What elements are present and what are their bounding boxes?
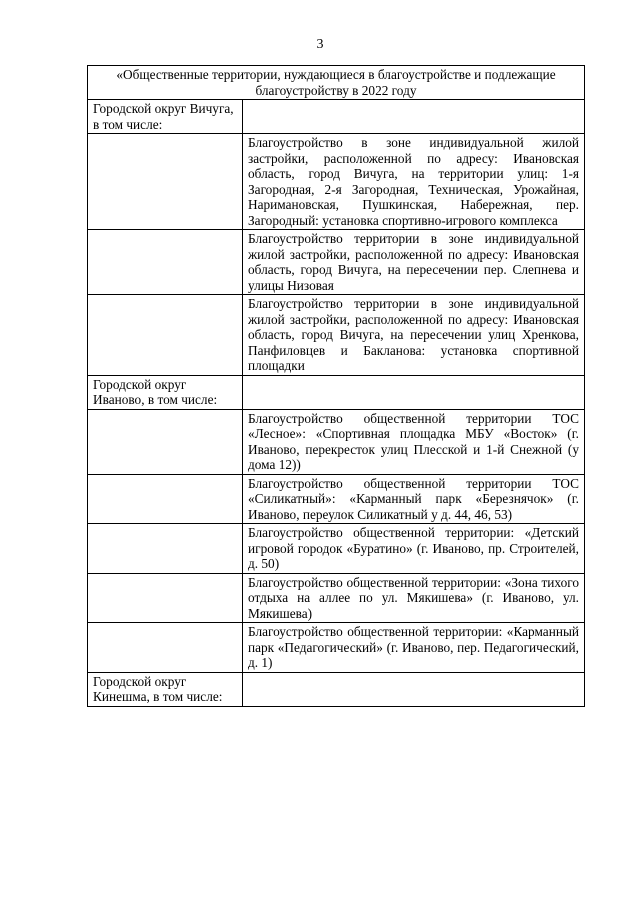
page-number: 3: [316, 37, 324, 52]
table-row: [88, 623, 585, 673]
empty-cell: [88, 573, 243, 623]
public-territories-table: [87, 65, 585, 707]
empty-cell: [88, 623, 243, 673]
empty-cell: [88, 474, 243, 524]
table-header: «Общественные территории, нуждающиеся в благоустройстве и подлежащие благоустройству в 2022 году: [88, 66, 585, 100]
project-description: Благоустройство территории в зоне индивидуальной жилой застройки, расположенной по адресу: Ивановская область, город Вичуга, на пересечении улиц Хренкова, Панфиловцев и Бакланова: установка спортивной площадки: [243, 295, 585, 376]
project-description: Благоустройство общественной территории: «Карманный парк «Педагогический» (г. Иваново, пер. Педагогический, д. 1): [243, 623, 585, 673]
empty-cell: [243, 672, 585, 706]
empty-cell: [88, 134, 243, 230]
district-row: [88, 100, 585, 134]
district-name: Городской округ Вичуга, в том числе:: [88, 100, 243, 134]
empty-cell: [88, 524, 243, 574]
project-description: Благоустройство общественной территории: «Детский игровой городок «Буратино» (г. Иваново, пр. Строителей, д. 50): [243, 524, 585, 574]
empty-cell: [243, 375, 585, 409]
table-row: [88, 409, 585, 474]
district-row: [88, 672, 585, 706]
district-name: Городской округ Иваново, в том числе:: [88, 375, 243, 409]
table-row: [88, 230, 585, 295]
table-row: [88, 134, 585, 230]
table-row: [88, 295, 585, 376]
project-description: Благоустройство общественной территории ТОС «Силикатный»: «Карманный парк «Березнячок» (г. Иваново, переулок Силикатный у д. 44, 46, 53): [243, 474, 585, 524]
table-row: [88, 573, 585, 623]
project-description: Благоустройство территории в зоне индивидуальной жилой застройки, расположенной по адресу: Ивановская область, город Вичуга, на пересечении пер. Слепнева и улицы Низовая: [243, 230, 585, 295]
empty-cell: [88, 295, 243, 376]
table-row: [88, 474, 585, 524]
district-row: [88, 375, 585, 409]
empty-cell: [243, 100, 585, 134]
empty-cell: [88, 230, 243, 295]
project-description: Благоустройство общественной территории: «Зона тихого отдыха на аллее по ул. Мякишева» (г. Иваново, ул. Мякишева): [243, 573, 585, 623]
project-description: Благоустройство общественной территории ТОС «Лесное»: «Спортивная площадка МБУ «Восток» (г. Иваново, перекресток улиц Плесской и 1-й Снежной (у дома 12)): [243, 409, 585, 474]
empty-cell: [88, 409, 243, 474]
district-name: Городской округ Кинешма, в том числе:: [88, 672, 243, 706]
project-description: Благоустройство в зоне индивидуальной жилой застройки, расположенной по адресу: Ивановская область, город Вичуга, на территории улиц: 1-я Загородная, 2-я Загородная, Техническая, Урожайная, Наримановская, Пушкинская, Набережная, пер. Загородный: установка спортивно-игрового комплекса: [243, 134, 585, 230]
table-row: [88, 524, 585, 574]
table-header-row: [88, 66, 585, 100]
